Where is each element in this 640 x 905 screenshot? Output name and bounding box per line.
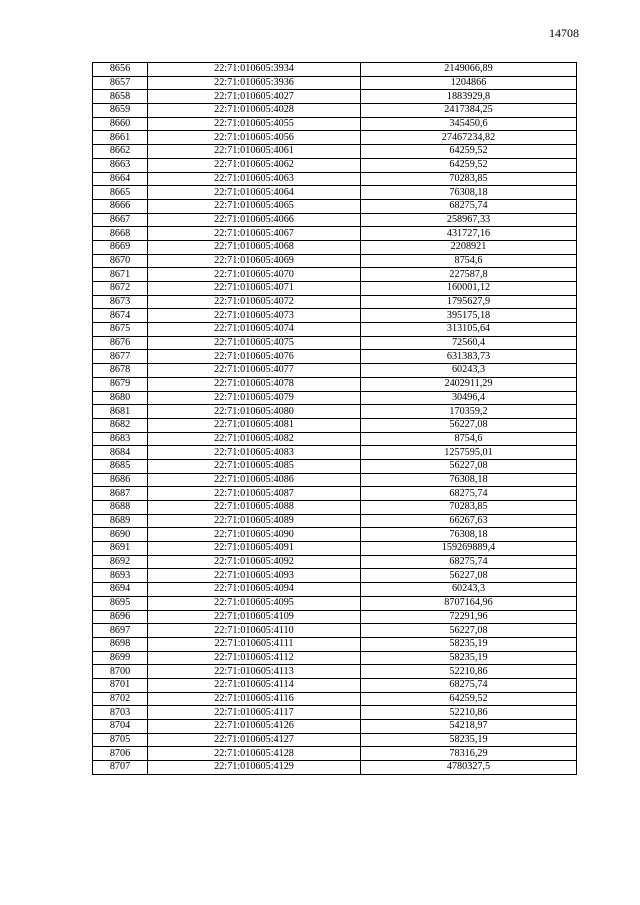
table-row <box>93 432 577 446</box>
cadastral-number-cell: 22:71:010605:4066 <box>148 213 361 227</box>
table-row <box>93 637 577 651</box>
cadastral-number-cell: 22:71:010605:4067 <box>148 227 361 241</box>
cadastral-value-cell: 70283,85 <box>361 501 577 515</box>
table-row <box>93 542 577 556</box>
table-row <box>93 487 577 501</box>
cadastral-number-cell: 22:71:010605:4128 <box>148 747 361 761</box>
cadastral-number-cell: 22:71:010605:4093 <box>148 569 361 583</box>
row-number-cell: 8694 <box>93 583 148 597</box>
row-number-cell: 8696 <box>93 610 148 624</box>
row-number-cell: 8690 <box>93 528 148 542</box>
cadastral-number-cell: 22:71:010605:4063 <box>148 172 361 186</box>
cadastral-value-cell: 66267,63 <box>361 514 577 528</box>
table-row <box>93 186 577 200</box>
cadastral-value-cell: 78316,29 <box>361 747 577 761</box>
table-row <box>93 309 577 323</box>
table-row <box>93 706 577 720</box>
row-number-cell: 8669 <box>93 240 148 254</box>
row-number-cell: 8672 <box>93 282 148 296</box>
table-row <box>93 391 577 405</box>
row-number-cell: 8661 <box>93 131 148 145</box>
cadastral-value-cell: 631383,73 <box>361 350 577 364</box>
cadastral-value-cell: 2402911,29 <box>361 377 577 391</box>
cadastral-value-cell: 64259,52 <box>361 692 577 706</box>
cadastral-number-cell: 22:71:010605:4071 <box>148 282 361 296</box>
cadastral-number-cell: 22:71:010605:4094 <box>148 583 361 597</box>
cadastral-value-cell: 2208921 <box>361 240 577 254</box>
row-number-cell: 8682 <box>93 418 148 432</box>
cadastral-value-cell: 30496,4 <box>361 391 577 405</box>
cadastral-value-cell: 431727,16 <box>361 227 577 241</box>
cadastral-value-cell: 68275,74 <box>361 199 577 213</box>
cadastral-value-cell: 60243,3 <box>361 583 577 597</box>
table-row <box>93 364 577 378</box>
row-number-cell: 8686 <box>93 473 148 487</box>
table-row <box>93 323 577 337</box>
cadastral-value-cell: 160001,12 <box>361 282 577 296</box>
cadastral-value-cell: 8754,6 <box>361 254 577 268</box>
table-body <box>93 63 577 775</box>
cadastral-number-cell: 22:71:010605:4114 <box>148 678 361 692</box>
cadastral-value-cell: 8707164,96 <box>361 596 577 610</box>
table-row <box>93 131 577 145</box>
cadastral-number-cell: 22:71:010605:4116 <box>148 692 361 706</box>
row-number-cell: 8704 <box>93 720 148 734</box>
row-number-cell: 8674 <box>93 309 148 323</box>
table-row <box>93 63 577 77</box>
table-row <box>93 596 577 610</box>
cadastral-value-cell: 56227,08 <box>361 624 577 638</box>
cadastral-value-cell: 1257595,01 <box>361 446 577 460</box>
row-number-cell: 8700 <box>93 665 148 679</box>
row-number-cell: 8658 <box>93 90 148 104</box>
row-number-cell: 8691 <box>93 542 148 556</box>
row-number-cell: 8693 <box>93 569 148 583</box>
cadastral-number-cell: 22:71:010605:4086 <box>148 473 361 487</box>
table-row <box>93 336 577 350</box>
table-row <box>93 76 577 90</box>
table-row <box>93 213 577 227</box>
cadastral-number-cell: 22:71:010605:4073 <box>148 309 361 323</box>
cadastral-value-cell: 58235,19 <box>361 651 577 665</box>
cadastral-value-cell: 68275,74 <box>361 487 577 501</box>
row-number-cell: 8687 <box>93 487 148 501</box>
table-row <box>93 254 577 268</box>
cadastral-number-cell: 22:71:010605:4080 <box>148 405 361 419</box>
row-number-cell: 8681 <box>93 405 148 419</box>
cadastral-number-cell: 22:71:010605:4089 <box>148 514 361 528</box>
table-row <box>93 583 577 597</box>
cadastral-number-cell: 22:71:010605:4055 <box>148 117 361 131</box>
row-number-cell: 8660 <box>93 117 148 131</box>
cadastral-number-cell: 22:71:010605:4061 <box>148 145 361 159</box>
cadastral-value-cell: 395175,18 <box>361 309 577 323</box>
row-number-cell: 8701 <box>93 678 148 692</box>
row-number-cell: 8703 <box>93 706 148 720</box>
cadastral-number-cell: 22:71:010605:4095 <box>148 596 361 610</box>
cadastral-number-cell: 22:71:010605:3934 <box>148 63 361 77</box>
table-row <box>93 268 577 282</box>
cadastral-number-cell: 22:71:010605:4091 <box>148 542 361 556</box>
cadastral-number-cell: 22:71:010605:4085 <box>148 459 361 473</box>
cadastral-value-table <box>92 62 577 775</box>
cadastral-value-cell: 258967,33 <box>361 213 577 227</box>
row-number-cell: 8707 <box>93 761 148 775</box>
cadastral-number-cell: 22:71:010605:4062 <box>148 158 361 172</box>
cadastral-number-cell: 22:71:010605:4127 <box>148 733 361 747</box>
table-row <box>93 117 577 131</box>
table-row <box>93 514 577 528</box>
table-row <box>93 678 577 692</box>
table-row <box>93 377 577 391</box>
cadastral-number-cell: 22:71:010605:4068 <box>148 240 361 254</box>
cadastral-value-cell: 2149066,89 <box>361 63 577 77</box>
cadastral-number-cell: 22:71:010605:4083 <box>148 446 361 460</box>
table-row <box>93 761 577 775</box>
table-row <box>93 158 577 172</box>
table-row <box>93 104 577 118</box>
cadastral-number-cell: 22:71:010605:4069 <box>148 254 361 268</box>
cadastral-value-cell: 159269889,4 <box>361 542 577 556</box>
cadastral-value-cell: 54218,97 <box>361 720 577 734</box>
cadastral-value-cell: 56227,08 <box>361 459 577 473</box>
table-row <box>93 446 577 460</box>
row-number-cell: 8668 <box>93 227 148 241</box>
cadastral-number-cell: 22:71:010605:4028 <box>148 104 361 118</box>
cadastral-value-cell: 56227,08 <box>361 418 577 432</box>
cadastral-value-cell: 52210,86 <box>361 665 577 679</box>
row-number-cell: 8662 <box>93 145 148 159</box>
cadastral-number-cell: 22:71:010605:4078 <box>148 377 361 391</box>
cadastral-number-cell: 22:71:010605:4079 <box>148 391 361 405</box>
row-number-cell: 8698 <box>93 637 148 651</box>
row-number-cell: 8702 <box>93 692 148 706</box>
cadastral-number-cell: 22:71:010605:4076 <box>148 350 361 364</box>
cadastral-value-cell: 68275,74 <box>361 678 577 692</box>
cadastral-value-cell: 56227,08 <box>361 569 577 583</box>
table-row <box>93 528 577 542</box>
cadastral-value-cell: 60243,3 <box>361 364 577 378</box>
table-row <box>93 227 577 241</box>
cadastral-number-cell: 22:71:010605:4064 <box>148 186 361 200</box>
cadastral-value-cell: 170359,2 <box>361 405 577 419</box>
row-number-cell: 8697 <box>93 624 148 638</box>
cadastral-value-cell: 70283,85 <box>361 172 577 186</box>
cadastral-value-cell: 76308,18 <box>361 528 577 542</box>
row-number-cell: 8664 <box>93 172 148 186</box>
page-number: 14708 <box>549 26 579 40</box>
table-row <box>93 610 577 624</box>
cadastral-number-cell: 22:71:010605:4077 <box>148 364 361 378</box>
cadastral-value-cell: 64259,52 <box>361 145 577 159</box>
table-row <box>93 624 577 638</box>
cadastral-number-cell: 22:71:010605:4092 <box>148 555 361 569</box>
cadastral-number-cell: 22:71:010605:4109 <box>148 610 361 624</box>
cadastral-number-cell: 22:71:010605:4056 <box>148 131 361 145</box>
table-row <box>93 418 577 432</box>
table-row <box>93 282 577 296</box>
row-number-cell: 8679 <box>93 377 148 391</box>
cadastral-value-cell: 2417384,25 <box>361 104 577 118</box>
cadastral-value-cell: 27467234,82 <box>361 131 577 145</box>
cadastral-number-cell: 22:71:010605:4110 <box>148 624 361 638</box>
table-row <box>93 459 577 473</box>
row-number-cell: 8699 <box>93 651 148 665</box>
cadastral-value-cell: 58235,19 <box>361 637 577 651</box>
row-number-cell: 8685 <box>93 459 148 473</box>
cadastral-value-cell: 8754,6 <box>361 432 577 446</box>
cadastral-value-cell: 72560,4 <box>361 336 577 350</box>
table-row <box>93 747 577 761</box>
cadastral-number-cell: 22:71:010605:4027 <box>148 90 361 104</box>
cadastral-value-cell: 58235,19 <box>361 733 577 747</box>
table-row <box>93 199 577 213</box>
row-number-cell: 8676 <box>93 336 148 350</box>
table-row <box>93 172 577 186</box>
row-number-cell: 8671 <box>93 268 148 282</box>
row-number-cell: 8684 <box>93 446 148 460</box>
row-number-cell: 8670 <box>93 254 148 268</box>
cadastral-value-cell: 64259,52 <box>361 158 577 172</box>
cadastral-number-cell: 22:71:010605:4072 <box>148 295 361 309</box>
table-row <box>93 665 577 679</box>
row-number-cell: 8677 <box>93 350 148 364</box>
cadastral-value-cell: 345450,6 <box>361 117 577 131</box>
table-row <box>93 733 577 747</box>
row-number-cell: 8673 <box>93 295 148 309</box>
cadastral-value-cell: 313105,64 <box>361 323 577 337</box>
cadastral-number-cell: 22:71:010605:4075 <box>148 336 361 350</box>
row-number-cell: 8678 <box>93 364 148 378</box>
table-row <box>93 90 577 104</box>
row-number-cell: 8688 <box>93 501 148 515</box>
cadastral-number-cell: 22:71:010605:4090 <box>148 528 361 542</box>
cadastral-number-cell: 22:71:010605:4065 <box>148 199 361 213</box>
cadastral-value-cell: 72291,96 <box>361 610 577 624</box>
table-row <box>93 569 577 583</box>
cadastral-value-cell: 76308,18 <box>361 473 577 487</box>
table-row <box>93 295 577 309</box>
cadastral-value-cell: 1795627,9 <box>361 295 577 309</box>
cadastral-number-cell: 22:71:010605:4088 <box>148 501 361 515</box>
table-row <box>93 692 577 706</box>
table-row <box>93 145 577 159</box>
row-number-cell: 8663 <box>93 158 148 172</box>
row-number-cell: 8706 <box>93 747 148 761</box>
cadastral-value-cell: 227587,8 <box>361 268 577 282</box>
cadastral-value-cell: 76308,18 <box>361 186 577 200</box>
row-number-cell: 8659 <box>93 104 148 118</box>
cadastral-number-cell: 22:71:010605:4112 <box>148 651 361 665</box>
table-row <box>93 350 577 364</box>
row-number-cell: 8689 <box>93 514 148 528</box>
row-number-cell: 8680 <box>93 391 148 405</box>
cadastral-value-cell: 68275,74 <box>361 555 577 569</box>
cadastral-number-cell: 22:71:010605:3936 <box>148 76 361 90</box>
row-number-cell: 8656 <box>93 63 148 77</box>
table-row <box>93 473 577 487</box>
row-number-cell: 8667 <box>93 213 148 227</box>
cadastral-number-cell: 22:71:010605:4074 <box>148 323 361 337</box>
cadastral-number-cell: 22:71:010605:4082 <box>148 432 361 446</box>
cadastral-value-cell: 4780327,5 <box>361 761 577 775</box>
cadastral-value-cell: 52210,86 <box>361 706 577 720</box>
table-row <box>93 501 577 515</box>
cadastral-value-cell: 1883929,8 <box>361 90 577 104</box>
cadastral-number-cell: 22:71:010605:4070 <box>148 268 361 282</box>
cadastral-number-cell: 22:71:010605:4113 <box>148 665 361 679</box>
row-number-cell: 8665 <box>93 186 148 200</box>
row-number-cell: 8695 <box>93 596 148 610</box>
cadastral-number-cell: 22:71:010605:4111 <box>148 637 361 651</box>
table-row <box>93 720 577 734</box>
cadastral-number-cell: 22:71:010605:4129 <box>148 761 361 775</box>
cadastral-value-cell: 1204866 <box>361 76 577 90</box>
cadastral-number-cell: 22:71:010605:4087 <box>148 487 361 501</box>
cadastral-number-cell: 22:71:010605:4081 <box>148 418 361 432</box>
table-row <box>93 555 577 569</box>
cadastral-number-cell: 22:71:010605:4117 <box>148 706 361 720</box>
row-number-cell: 8705 <box>93 733 148 747</box>
row-number-cell: 8683 <box>93 432 148 446</box>
row-number-cell: 8675 <box>93 323 148 337</box>
row-number-cell: 8692 <box>93 555 148 569</box>
table-row <box>93 651 577 665</box>
cadastral-number-cell: 22:71:010605:4126 <box>148 720 361 734</box>
table-row <box>93 405 577 419</box>
table-row <box>93 240 577 254</box>
row-number-cell: 8657 <box>93 76 148 90</box>
row-number-cell: 8666 <box>93 199 148 213</box>
